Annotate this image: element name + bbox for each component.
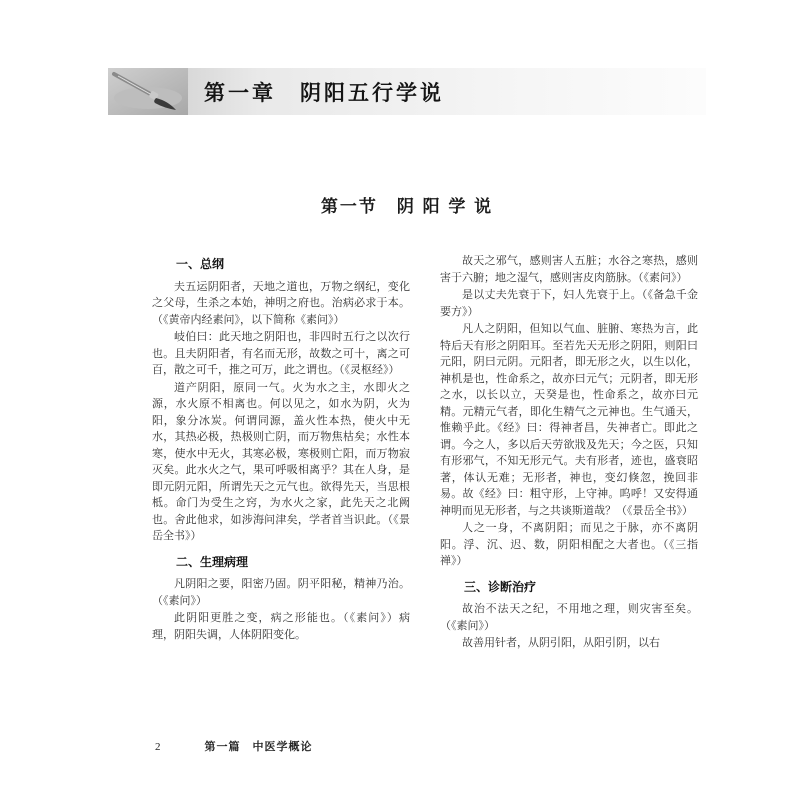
- left-column: [152, 253, 410, 653]
- page-footer: [155, 738, 313, 754]
- chapter-title: 第一章 阴阳五行学说: [204, 81, 444, 105]
- text-columns: [152, 253, 698, 653]
- paragraph: 凡阴阳之要，阳密乃固。阴平阳秘，精神乃治。（《素问》）: [152, 578, 410, 607]
- section-title: 第一节 阴 阳 学 说: [320, 197, 494, 216]
- page-number: 2: [155, 741, 161, 753]
- chapter-banner: [108, 68, 706, 115]
- heading-physiology-pathology: 二、生理病理: [176, 554, 249, 569]
- paragraph: 是以丈夫先衰于下，妇人先衰于上。（《备急千金要方》）: [440, 289, 698, 318]
- paragraph: 凡人之阴阳，但知以气血、脏腑、寒热为言，此特后天有形之阴阳耳。至若先天无形之阴阳，则阳曰元阳，阴曰元阴。元阳者，即无形之火，以生以化，神机是也，性命系之，故亦曰元气；元阴者，即无形之水，以长以立，天癸是也，性命系之，故亦曰元精。元精元气者，即化生精气之元神也。生气通天，惟赖乎此。《经》曰：得神者昌，失神者亡。即此之谓。今之人，多以后天劳欲戕及先天；今之医，只知有形邪气，不知无形元气。夫有形者，迹也，盛衰昭著，体认无难；无形者，神也，变幻倏忽，挽回非易。故《经》曰：粗守形，上守神。呜呼！又安得通神明而见无形者，与之共谈斯道哉？（《景岳全书》）: [440, 323, 698, 517]
- paragraph: 人之一身，不离阴阳；而见之于脉，亦不离阴阳。浮、沉、迟、数，阴阳相配之大者也。（《三指禅》）: [440, 522, 698, 567]
- paragraph: 故善用针者，从阴引阳，从阳引阴，以右: [462, 637, 660, 649]
- paragraph: 故治不法天之纪，不用地之理，则灾害至矣。（《素问》）: [440, 603, 698, 632]
- calligraphy-brush-icon: [108, 68, 188, 115]
- heading-general-outline: 一、总纲: [176, 257, 225, 271]
- paragraph: 岐伯曰：此天地之阴阳也，非四时五行之以次行也。且夫阴阳者，有名而无形，故数之可十，离之可百，散之可千，推之可万，此之谓也。（《灵枢经》）: [152, 331, 410, 376]
- paragraph: 故天之邪气，感则害人五脏；水谷之寒热，感则害于六腑；地之湿气，感则害皮肉筋脉。（《素问》）: [440, 255, 698, 284]
- paragraph: 夫五运阴阳者，天地之道也，万物之纲纪，变化之父母，生杀之本始，神明之府也。治病必求于本。（《黄帝内经素问》，以下简称《素问》）: [152, 280, 410, 326]
- right-column: [440, 253, 698, 653]
- paragraph: 道产阴阳，原同一气。火为水之主，水即火之源，水火原不相离也。何以见之，如水为阴，火为阳，象分冰炭。何谓同源，盖火性本热，使火中无水，其热必极，热极则亡阴，而万物焦枯矣；水性本寒，使水中无火，其寒必极，寒极则亡阳，而万物寂灭矣。此水火之气，果可呼吸相离乎？其在人身，是即元阴元阳，所谓先天之元气也。欲得先天，当思根柢。命门为受生之窍，为水火之家，此先天之北阙也。舍此他求，如涉海问津矣，学者首当识此。（《景岳全书》）: [152, 381, 410, 542]
- paragraph: 此阴阳更胜之变，病之形能也。（《素问》）病理，阴阳失调，人体阴阳变化。: [152, 612, 410, 641]
- heading-diagnosis-treatment: 三、诊断治疗: [464, 579, 537, 594]
- book-part-title: 第一篇 中医学概论: [204, 741, 313, 753]
